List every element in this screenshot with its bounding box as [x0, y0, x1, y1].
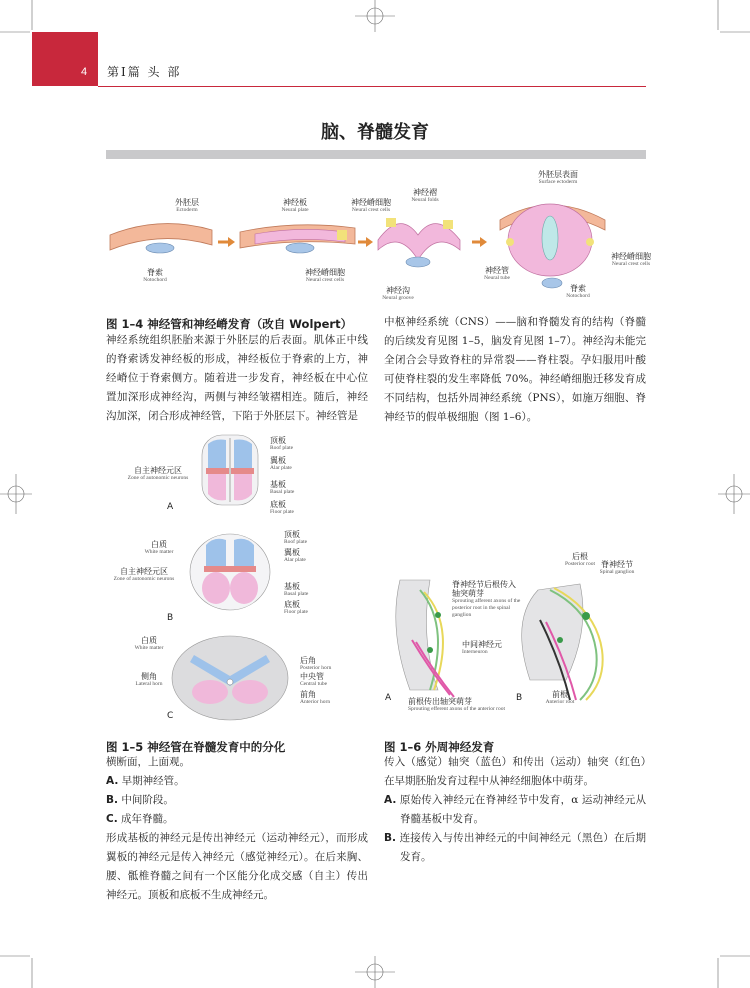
- page-title: 脑、脊髓发育: [321, 122, 429, 143]
- figure-1-6-caption: 图 1–6 外周神经发育: [384, 740, 495, 754]
- label-sprouting-efferent: 前根传出轴突萌芽 Sprouting efferent axons of the anterior root: [408, 697, 506, 712]
- label-posterior-root: 后根 Posterior root: [564, 552, 596, 567]
- label-neural-crest-2: 神经嵴细胞 Neural crest cells: [305, 268, 345, 283]
- label-spinal-ganglion: 脊神经节 Spinal ganglion: [599, 560, 635, 575]
- header-rule: [98, 86, 646, 87]
- B-roof-plate: 顶板 Roof plate: [284, 530, 308, 545]
- figure-1-4-text-right: 中枢神经系统（CNS）——脑和脊髓发育的结构（脊髓的后续发育见图 1–5，脑发育见图 1–7）。神经沟未能完全闭合会导致脊柱的异常裂——脊柱裂。孕妇服用叶酸可使脊柱裂的发生率降低 70%。神经嵴细胞迁移发育成不同结构，包括外周神经系统（PNS），如施万细胞、脊神经节的假单极细胞（图 1–6）。: [384, 316, 646, 423]
- B-letter: B: [167, 613, 174, 623]
- C-lateral-horn: 侧角 Lateral horn: [135, 672, 163, 687]
- label-neural-crest-1: 神经嵴细胞 Neural crest cells: [351, 198, 391, 213]
- label-neural-plate: 神经板 Neural plate: [281, 198, 309, 213]
- label-neural-tube: 神经管 Neural tube: [484, 266, 510, 281]
- fig1-6-letter-b: B: [516, 693, 523, 703]
- figure-1-6-text: 传入（感觉）轴突（蓝色）和传出（运动）轴突（红色）在早期胚胎发育过程中从神经细胞体中萌芽。 A. 原始传入神经元在脊神经节中发育，α 运动神经元从脊髓基板中发育。 B. 连接传入与传出神经元的中间神经元（黑色）在后期发育。: [384, 756, 646, 863]
- figure-1-4-caption: 图 1–4 神经管和神经嵴发育（改自 Wolpert）: [106, 317, 353, 331]
- A-floor-plate: 底板 Floor plate: [270, 500, 294, 515]
- label-interneuron: 中间神经元 Interneuron: [462, 640, 502, 655]
- label-neural-folds: 神经褶 Neural folds: [411, 188, 439, 203]
- C-central-tube: 中央管 Central tube: [300, 672, 328, 687]
- B-alar-plate: 翼板 Alar plate: [284, 548, 306, 563]
- chapter-tab: [32, 32, 98, 86]
- figure-1-5-text: 横断面，上面观。 A. 早期神经管。 B. 中间阶段。 C. 成年脊髓。 形成基板的神经元是传出神经元（运动神经元），而形成翼板的神经元是传入神经元（感觉神经元）。在后来胸、腰、骶椎脊髓之间有一个区能分化成交感（自主）传出神经元。顶板和底板不生成神经元。: [106, 756, 368, 901]
- A-letter: A: [167, 502, 174, 512]
- A-roof-plate: 顶板 Roof plate: [270, 436, 294, 451]
- figure-1-5-caption: 图 1–5 神经管在脊髓发育中的分化: [106, 740, 286, 754]
- C-white-matter: 白质 White matter: [134, 636, 164, 651]
- running-header: 第Ⅰ篇 头 部: [107, 65, 182, 79]
- title-bar: [106, 150, 646, 159]
- label-surface-ectoderm: 外胚层表面 Surface ectoderm: [538, 170, 578, 185]
- page-number: 4: [81, 66, 88, 78]
- label-notochord-2: 脊索 Notochord: [566, 284, 590, 299]
- label-ectoderm: 外胚层 Ectoderm: [175, 198, 199, 213]
- C-letter: C: [167, 711, 174, 721]
- B-white-matter: 白质 White matter: [144, 540, 174, 555]
- label-notochord-1: 脊索 Notochord: [143, 268, 167, 283]
- figure-1-4-text-left: 神经系统组织胚胎来源于外胚层的后表面。肌体正中线的脊索诱发神经板的形成，神经板位于脊索的上方，神经嵴位于脊索侧方。随着进一步发育，神经板在中心位置加深形成神经沟，两侧与神经皱褶相连。随后，神经沟加深，闭合形成神经管，下陷于外胚层下。神经管是: [106, 334, 368, 422]
- B-autonomic-zone: 自主神经元区 Zone of autonomic neurons: [113, 567, 175, 582]
- A-alar-plate: 翼板 Alar plate: [270, 456, 292, 471]
- fig1-6-letter-a: A: [385, 693, 392, 703]
- B-basal-plate: 基板 Basal plate: [284, 582, 309, 597]
- A-basal-plate: 基板 Basal plate: [270, 480, 295, 495]
- C-posterior-horn: 后角 Posterior horn: [300, 656, 332, 671]
- B-floor-plate: 底板 Floor plate: [284, 600, 308, 615]
- A-autonomic-zone: 自主神经元区 Zone of autonomic neurons: [127, 466, 189, 481]
- label-neural-crest-3: 神经嵴细胞 Neural crest cells: [611, 252, 651, 267]
- label-neural-groove: 神经沟 Neural groove: [382, 286, 414, 301]
- C-anterior-horn: 前角 Anterior horn: [300, 690, 331, 705]
- label-anterior-root: 前根 Anterior root: [545, 690, 575, 705]
- label-sprouting-afferent: 脊神经节后根传入轴突萌芽 Sprouting afferent axons of the posterior root in the spinal ganglion: [452, 580, 521, 618]
